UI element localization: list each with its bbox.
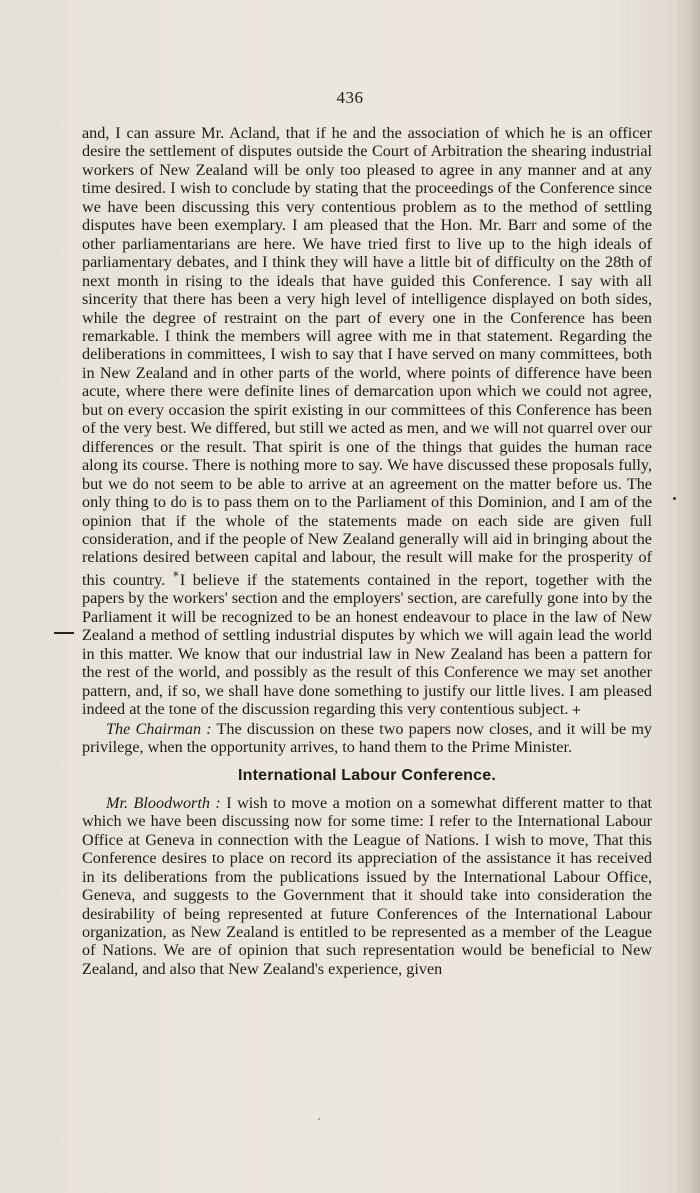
- section-heading: International Labour Conference.: [238, 767, 496, 785]
- paragraph-text: I wish to move a motion on a somewhat different matter to that which we have been discussing now for some time: I refer to the International Labour Office at Geneva in connection with the League of Nations. I wish to move, That this Conference desires to place on record its appreciation of the assistance it has received in its deliberations from the publications issued by the International Labour Office, Geneva, and suggests to the Government that it should take into consideration the desirability of being represented at future Conferences of the International Labour organization, as New Zealand is entitled to be represented as a member of the League of Nations. We are of opinion that such representation would be beneficial to New Zealand, and also that New Zealand's experience, given: [82, 793, 653, 978]
- paragraph-text: I believe if the statements contained in the report, together with the papers by the workers' section and the employers' section, are carefully gone into by the Parliament it will be recognized to be an honest endeavour to place in the law of New Zealand a method of settling industrial disputes by which we will again lead the world in this matter. We know that our industrial law in New Zealand has been a pattern for the rest of the world, and possibly as the result of this Conference we may set another pattern, and, if so, we shall have done something to justify our little lives. I am pleased indeed at the tone of the discussion regarding this very contentious subject.: [82, 570, 652, 719]
- chairman-paragraph: [82, 720, 652, 757]
- bloodworth-paragraph: [82, 794, 652, 979]
- page-number: 436: [336, 88, 364, 107]
- body-text: [82, 124, 652, 978]
- paragraph-text: The discussion on these two papers now closes, and it will be my privilege, when the opportunity arrives, to hand them to the Prime Minister.: [82, 719, 652, 756]
- end-annotation-mark: +: [571, 703, 582, 718]
- margin-annotation-dash: [54, 632, 74, 634]
- insertion-mark: *: [172, 568, 179, 583]
- paragraph-text: and, I can assure Mr. Acland, that if he and the association of which he is an officer desire the settlement of disputes outside the Court of Arbitration the shearing industrial workers of New Zealand will be only too pleased to agree in any manner and at any time desired. I wish to conclude by stating that the proceedings of the Conference since we have been discussing this very contentious problem as to the method of settling disputes have been exemplary. I am pleased that the Hon. Mr. Barr and some of the other parliamentarians are here. We have tried first to live up to the high ideals of parliamentary debates, and I think they will have a little bit of difficulty on the 28th of next month in rising to the ideals that have guided this Conference. I say with all sincerity that there has been a very high level of intelligence displayed on both sides, while the degree of restraint on the part of every one in the Conference has been remarkable. I think the members will agree with me in that statement. Regarding the deliberations in committees, I wish to say that I have served on many committees, both in New Zealand and in other parts of the world, where points of difference have been acute, where there were definite lines of demarcation upon which we could not agree, but on every occasion the spirit existing in our committees of this Conference has been of the very best. We differed, but still we acted as men, and we will not quarrel over our differences or the result. That spirit is one of the things that guides the human race along its course. There is nothing more to say. We have discussed these proposals fully, but we do not seem to be able to arrive at an agreement on the matter before us. The only thing to do is to pass them on to the Parliament of this Dominion, and I am of the opinion that if the whole of the statements made on each side are given full consideration, and if the people of New Zealand generally will aid in bringing about the relations desired between capital and labour, the result will make for the prosperity of this country.: [82, 124, 652, 589]
- page-edge-shadow: [674, 0, 700, 1193]
- ink-speck: [318, 1118, 320, 1120]
- paragraph-continuation: [82, 124, 652, 720]
- speaker-name: The Chairman :: [106, 719, 212, 738]
- ink-speck: [673, 497, 676, 500]
- speaker-name: Mr. Bloodworth :: [106, 793, 221, 812]
